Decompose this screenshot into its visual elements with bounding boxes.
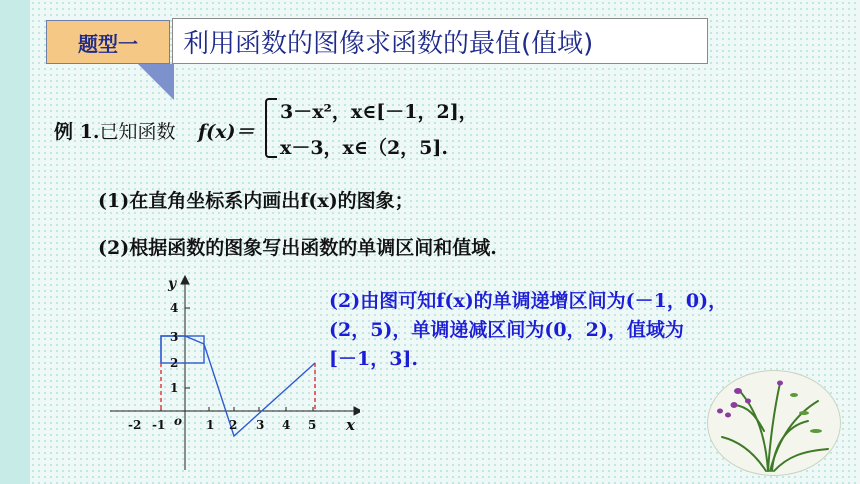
piecewise-case-2: x－3，x∈（2，5]. <box>280 137 448 159</box>
function-name: f(x)＝ <box>198 121 255 143</box>
example-label: 例 1.已知函数 <box>54 121 176 143</box>
problem-type-badge: 题型一 <box>46 20 170 64</box>
origin-label: o <box>174 414 183 428</box>
y-tick-label: 4 <box>170 301 179 315</box>
x-tick-label: 5 <box>308 418 317 432</box>
x-tick-label: 1 <box>206 418 215 432</box>
question-1: (1)在直角坐标系内画出f(x)的图象； <box>98 190 414 212</box>
piecewise-brace <box>265 98 277 158</box>
function-graph <box>110 274 360 474</box>
x-tick-label: -2 <box>128 418 142 432</box>
y-tick-label: 1 <box>170 381 179 395</box>
x-tick-label: 4 <box>282 418 291 432</box>
helper-box <box>161 336 204 363</box>
page-title: 利用函数的图像求函数的最值(值域) <box>172 18 708 64</box>
answer-line-3: [－1，3]. <box>329 348 419 370</box>
answer-line-1: (2)由图可知f(x)的单调递增区间为(－1，0)， <box>329 290 728 312</box>
orchid-image <box>707 370 841 476</box>
function-curve <box>161 336 315 436</box>
x-tick-label: 2 <box>229 418 238 432</box>
badge-pointer-arrow <box>138 64 174 100</box>
piecewise-case-1: 3－x²，x∈[－1，2]， <box>280 101 478 123</box>
y-tick-label: 2 <box>170 356 179 370</box>
orchid-icon <box>708 371 840 475</box>
x-axis-label: x <box>346 416 355 434</box>
y-axis-arrow-icon <box>181 276 189 284</box>
question-2: (2)根据函数的图象写出函数的单调区间和值域. <box>98 237 497 259</box>
x-axis-arrow-icon <box>354 407 360 415</box>
y-axis-label: y <box>168 276 177 292</box>
answer-line-2: (2，5)，单调递减区间为(0，2)，值域为 <box>329 319 684 341</box>
y-tick-label: 3 <box>170 330 179 344</box>
left-decorative-bar <box>0 0 30 484</box>
x-tick-label: -1 <box>152 418 166 432</box>
x-tick-label: 3 <box>256 418 265 432</box>
answer-text <box>329 287 809 374</box>
